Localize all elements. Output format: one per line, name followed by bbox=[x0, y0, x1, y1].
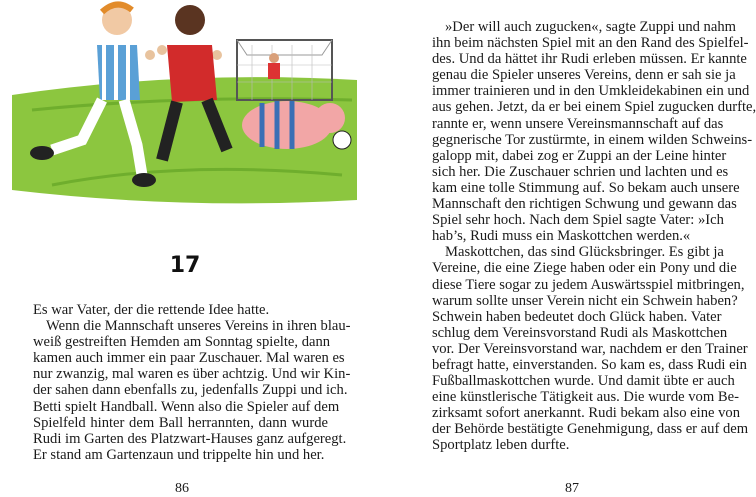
text-line: galopp mit, dabei zog er Zuppi an der Leine hinter bbox=[432, 147, 727, 164]
paragraph bbox=[33, 302, 328, 318]
text-line: Es war Vater, der die rettende Idee hatte. bbox=[33, 302, 270, 318]
text-line: Maskottchen, das sind Glücksbringer. Es gibt ja bbox=[445, 244, 724, 261]
text-line: Fußballmaskottchen wurde. Und damit übte er auch bbox=[432, 373, 735, 390]
text-line: der Behörde bestätigte Genehmigung, dass er auf dem bbox=[432, 421, 749, 438]
paragraph bbox=[432, 19, 756, 245]
text-line: Sportplatz leben durfte. bbox=[432, 437, 570, 454]
text-line: Schwein haben bedeutet doch Glück haben. Vater bbox=[432, 308, 722, 325]
left-page bbox=[0, 0, 360, 497]
text-line: gegnerische Tor zustürmte, in einem wilden Schweins- bbox=[432, 131, 753, 148]
text-line: rannte er, wenn unsere Vereinsmannschaft auf das bbox=[432, 115, 724, 132]
text-line: hab’s, Rudi muss ein Maskottchen werden.« bbox=[432, 228, 691, 245]
text-line: Vereine, die eine Ziege haben oder ein Pony und die bbox=[432, 260, 737, 277]
body-text bbox=[432, 19, 756, 454]
text-line: des. Und da hättet ihr Rudi erleben müssen. Er kannte bbox=[432, 51, 747, 68]
text-line: Er stand am Gartenzaun und trippelte hin und her. bbox=[33, 446, 325, 463]
text-line: »Der will auch zugucken«, sagte Zuppi und nahm bbox=[445, 19, 736, 35]
text-line: zirksamt sofort anerkannt. Rudi bekam also eine von bbox=[432, 405, 741, 422]
text-line: Spielfeld hinter dem Ball herrannten, dann wurde bbox=[33, 414, 328, 431]
text-line: weiß gestreiften Hemden am Sonntag spielte, dann bbox=[33, 334, 331, 351]
text-line: Rudi im Garten des Platzwart-Hauses ganz aufgeregt. bbox=[33, 430, 347, 447]
page-number: 86 bbox=[175, 481, 189, 496]
text-line: kamen auch immer ein paar Zuschauer. Mal waren es bbox=[33, 350, 345, 367]
body-text bbox=[33, 302, 351, 463]
text-line: Wenn die Mannschaft unseres Vereins in ihren blau- bbox=[46, 318, 351, 335]
text-line: kam eine tolle Stimmung auf. So bekam auch unsere bbox=[432, 179, 740, 196]
paragraph bbox=[33, 318, 351, 463]
text-line: warum sollte unser Verein nicht ein Schwein haben? bbox=[432, 292, 738, 309]
right-page bbox=[360, 0, 756, 497]
text-line: eine künstlerische Tätigkeit aus. Die wurde vom Be- bbox=[432, 389, 739, 406]
text-line: genau die Spieler unseres Vereins, denn er sah sie ja bbox=[432, 67, 736, 84]
football-pig-illustration bbox=[12, 0, 357, 205]
paragraph bbox=[432, 244, 749, 454]
text-line: Spiel sehr hoch. Nach dem Spiel sagte Vater: »Ich bbox=[432, 212, 724, 229]
text-line: immer trainieren und in den Umkleidekabinen ein und bbox=[432, 83, 750, 100]
text-line: diese Tiere sogar zu jedem Auswärtsspiel mitbringen, bbox=[432, 276, 745, 293]
chapter-number: 17 bbox=[169, 253, 201, 278]
page-number: 87 bbox=[565, 481, 579, 496]
text-line: sich her. Die Zuschauer schrien und lachten und es bbox=[432, 163, 729, 180]
text-line: aus gehen. Jetzt, da er bei einem Spiel zugucken durfte, bbox=[432, 99, 756, 116]
text-line: schlug dem Vereinsvorstand Rudi als Maskottchen bbox=[432, 324, 728, 341]
text-line: befragt hatte, einverstanden. So kam es, dass Rudi ein bbox=[432, 356, 747, 373]
text-line: Betti spielt Handball. Wenn also die Spieler auf dem bbox=[33, 398, 340, 415]
text-line: der sahen dann ebenfalls zu, jedenfalls Zuppi und ich. bbox=[33, 382, 348, 399]
text-line: nur zwanzig, mal waren es über achtzig. Und wir Kin- bbox=[33, 366, 351, 383]
text-line: Mannschaft den richtigen Schwung und gewann das bbox=[432, 196, 737, 213]
text-line: ihn beim nächsten Spiel mit an den Rand des Spielfel- bbox=[432, 35, 749, 52]
text-line: vor. Der Vereinsvorstand war, nachdem er den Trainer bbox=[432, 340, 748, 357]
